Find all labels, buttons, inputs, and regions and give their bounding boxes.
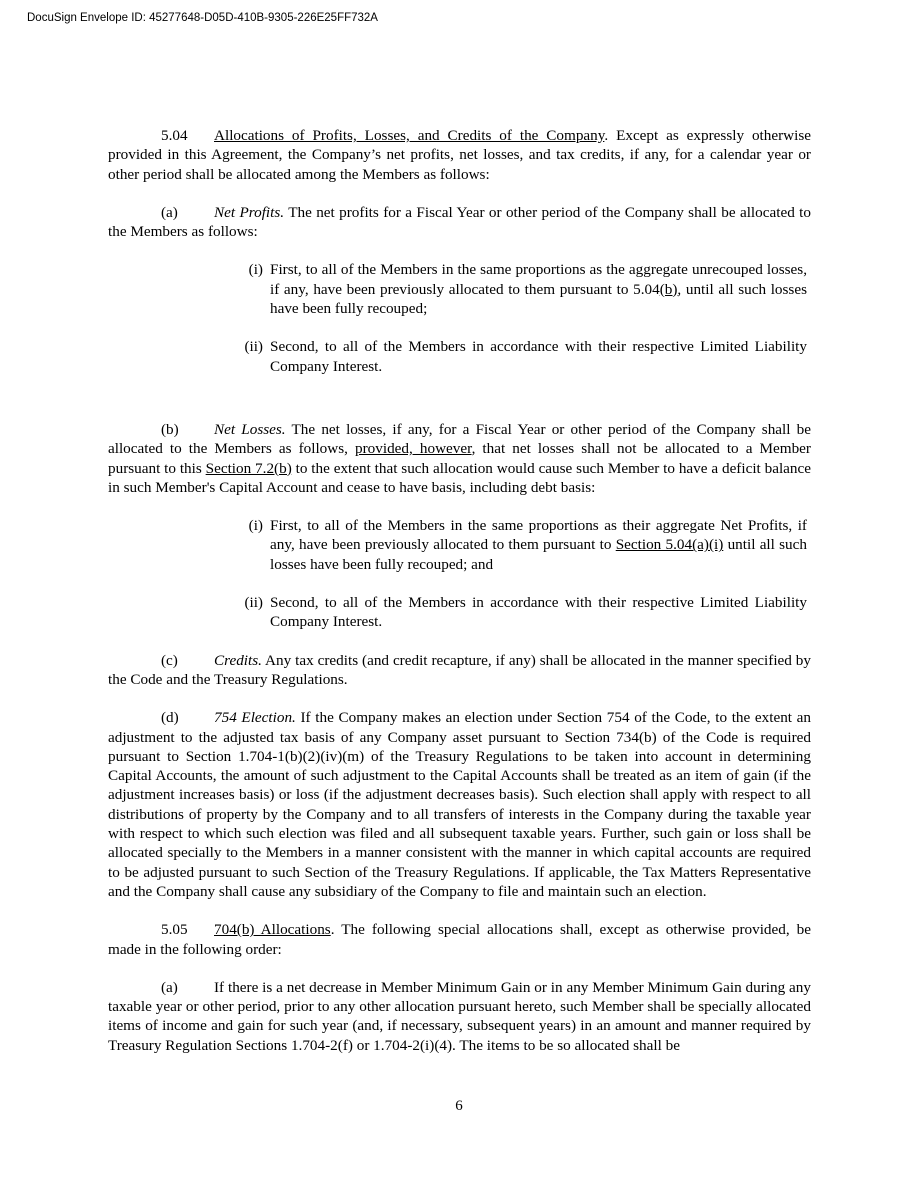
clause-text-3: to the extent that such allocation would cause such Member to have a deficit balance in such Member's Capital Account and cease to have basis, including debt basis:: [108, 459, 811, 496]
document-page: [108, 126, 811, 1055]
subclause-a-i: [248, 260, 807, 318]
section-text: . The following special allocations shall, except as otherwise provided, be made in the following order:: [108, 921, 812, 958]
clause-mark: (a): [161, 978, 178, 996]
clause-d-754-election: [108, 708, 811, 901]
clause-a-net-profits: [108, 203, 811, 242]
clause-c-credits: [108, 651, 811, 690]
subclause-mark: (i): [248, 261, 263, 279]
cross-reference: (b): [659, 280, 678, 298]
clause-text: Any tax credits (and credit recapture, if any) shall be allocated in the manner specified by the Code and the Treasury Regulations.: [108, 651, 811, 688]
section-heading: Allocations of Profits, Losses, and Credits of the Company: [214, 127, 605, 144]
clause-5-05-a: [108, 978, 811, 1055]
subclause-text: First, to all of the Members in the same proportions as the aggregate unrecouped losses, if any, have been previously allocated to them pursuant to 5.04: [270, 261, 807, 298]
section-number: 5.05: [161, 921, 188, 939]
clause-title: Net Profits.: [214, 203, 285, 221]
section-5-05: [108, 920, 811, 959]
subclause-text: First, to all of the Members in the same proportions as their aggregate Net Profits, if any, have been previously allocated to them pursuant to: [270, 517, 807, 554]
subclause-text: Second, to all of the Members in accordance with their respective Limited Liability Company Interest.: [270, 594, 807, 631]
clause-mark: (c): [161, 651, 178, 669]
section-5-04: [108, 126, 811, 184]
subclause-a-ii: [244, 337, 807, 376]
clause-mark: (a): [161, 203, 178, 221]
clause-title: Net Losses.: [214, 420, 286, 438]
subclause-b-ii: [244, 593, 807, 632]
clause-title: 754 Election.: [214, 709, 296, 727]
cross-reference: Section 7.2(b): [205, 459, 292, 477]
subclause-mark: (i): [248, 517, 263, 535]
section-heading: 704(b) Allocations: [214, 921, 331, 939]
clause-mark: (d): [161, 709, 179, 727]
subclause-text-end: , until all such losses have been fully recouped;: [270, 280, 807, 318]
docusign-envelope-id: DocuSign Envelope ID: 45277648-D05D-410B-9305-226E25FF732A: [27, 12, 378, 24]
clause-text: The net profits for a Fiscal Year or other period of the Company shall be allocated to the Members as follows:: [108, 203, 811, 241]
proviso: provided, however: [355, 440, 472, 458]
subclause-b-i: [248, 516, 807, 574]
subclause-text-end: until all such losses have been fully recouped; and: [270, 536, 807, 573]
cross-reference: Section 5.04(a)(i): [615, 536, 724, 554]
clause-text-2: , that net losses shall not be allocated to a Member pursuant to this: [108, 440, 811, 477]
clause-b-net-losses: [108, 420, 811, 497]
subclause-text: Second, to all of the Members in accordance with their respective Limited Liability Company Interest.: [270, 338, 807, 375]
page-number: 6: [455, 1098, 463, 1114]
clause-text: If the Company makes an election under Section 754 of the Code, to the extent an adjustment to the adjusted tax basis of any Company asset pursuant to Section 734(b) of the Code is required pursuant to Section 1.704-1(b)(2)(iv)(m) of the Treasury Regulations to be taken into account in determining Capital Accounts, the amount of such adjustment to the Capital Accounts shall be treated as an item of gain (if the adjustment increases basis) or loss (if the adjustment decreases basis). Such election shall apply with respect to all distributions of property by the Company and to all transfers of interests in the Company during the taxable year with respect to which such election was filed and all subsequent taxable years. Further, such gain or loss shall be allocated specially to the Members in a manner consistent with the manner in which capital accounts are required to be adjusted pursuant to such Section of the Treasury Regulations. If applicable, the Tax Matters Representative and the Company shall cause any subsidiary of the Company to file and maintain such an election.: [108, 709, 811, 900]
clause-text: If there is a net decrease in Member Minimum Gain or in any Member Minimum Gain during any taxable year or other period, prior to any other allocation pursuant hereto, such Member shall be specially allocated items of income and gain for such year (and, if necessary, subsequent years) in an amount and manner required by Treasury Regulation Sections 1.704-2(f) or 1.704-2(i)(4). The items to be so allocated shall be: [108, 978, 811, 1054]
subclause-mark: (ii): [244, 594, 263, 612]
clause-mark: (b): [161, 420, 179, 438]
section-number: 5.04: [161, 127, 188, 144]
clause-title: Credits.: [214, 651, 262, 669]
section-text: . Except as expressly otherwise provided in this Agreement, the Company’s net profits, net losses, and tax credits, if any, for a calendar year or other period shall be allocated among the Members as follows:: [108, 127, 811, 183]
subclause-mark: (ii): [244, 338, 263, 356]
clause-text: The net losses, if any, for a Fiscal Year or other period of the Company shall be allocated to the Members as follows,: [108, 420, 811, 458]
